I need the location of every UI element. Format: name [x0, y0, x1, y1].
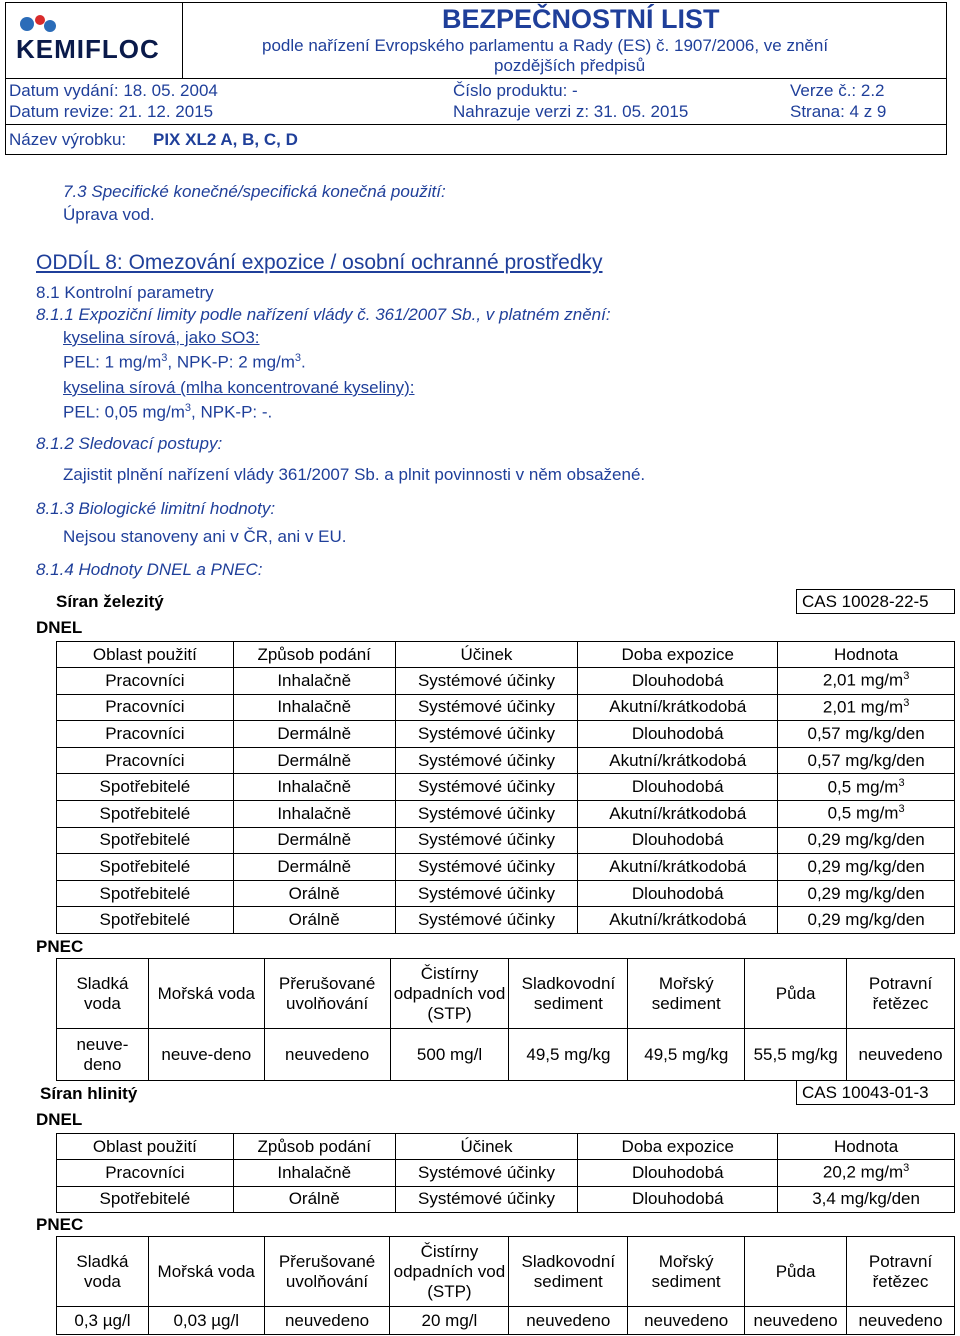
value-cell: 20,2 $mg/m^3$	[778, 1160, 955, 1187]
table-cell: Systémové účinky	[395, 1186, 578, 1213]
value-cell: 2,01 $mg/m^3$	[778, 694, 955, 721]
pnec-header-row	[57, 959, 955, 1029]
table-cell: Akutní/krátkodobá	[578, 854, 778, 881]
section-8-1-2-text: Zajistit plnění nařízení vlády 361/2007 Sb. a plnit povinnosti v něm obsažené.	[63, 465, 646, 484]
table-row	[57, 827, 955, 854]
substance-1-cas: CAS 10028-22-5	[802, 592, 929, 611]
value-cell: 0,57 mg/kg/den	[778, 747, 955, 774]
substance-1-dnel-label: DNEL	[36, 618, 83, 637]
pnec-value-cell: 49,5 mg/kg	[509, 1029, 628, 1081]
table-cell: Systémové účinky	[395, 1160, 578, 1187]
document-subtitle-line2: pozdějších předpisů	[494, 56, 646, 75]
table-cell: Pracovníci	[57, 1160, 234, 1187]
pnec-header-cell: Přerušované uvolňování	[264, 1237, 390, 1307]
pnec-header-cell: Sladká voda	[57, 959, 149, 1029]
pnec-header-cell: Čistírny odpadních vod (STP)	[390, 959, 509, 1029]
pnec-value-row	[57, 1307, 955, 1335]
section-8-1-4-heading: 8.1.4 Hodnoty DNEL a PNEC:	[36, 560, 263, 579]
substance-2-dnel-table	[56, 1133, 955, 1213]
dnel-header-cell: Doba expozice	[578, 642, 778, 668]
substance-2-cas-box	[796, 1080, 955, 1105]
table-row	[57, 747, 955, 774]
page-number: Strana: 4 z 9	[790, 102, 887, 121]
pnec-value-cell: 0,03 µg/l	[148, 1307, 264, 1335]
table-cell: Orálně	[233, 907, 395, 934]
table-cell: Dlouhodobá	[578, 827, 778, 854]
pnec-header-cell: Mořský sediment	[628, 959, 745, 1029]
table-cell: Inhalačně	[233, 774, 395, 801]
table-row	[57, 1186, 955, 1213]
value-cell: 0,29 mg/kg/den	[778, 854, 955, 881]
pnec-value-cell: neuvedeno	[264, 1029, 390, 1081]
table-row	[57, 880, 955, 907]
pnec-value-cell: neuvedeno	[628, 1307, 745, 1335]
table-cell: Spotřebitelé	[57, 1186, 234, 1213]
pnec-header-cell: Mořská voda	[148, 1237, 264, 1307]
product-name-label: Název výrobku:	[9, 130, 127, 149]
substance-2-pnec-label: PNEC	[36, 1215, 84, 1234]
pnec-header-cell: Přerušované uvolňování	[264, 959, 390, 1029]
substance-1-pnec-label: PNEC	[36, 937, 84, 956]
pnec-value-cell: neuvedeno	[847, 1029, 955, 1081]
version: Verze č.: 2.2	[790, 81, 885, 100]
value-cell: 0,5 $mg/m^3$	[778, 774, 955, 801]
table-row	[57, 854, 955, 881]
table-cell: Spotřebitelé	[57, 880, 234, 907]
table-cell: Orálně	[233, 880, 395, 907]
table-cell: Systémové účinky	[395, 827, 578, 854]
table-row	[57, 694, 955, 721]
dnel-header-row	[57, 1134, 955, 1160]
section-7-3-text: Úprava vod.	[63, 205, 155, 224]
table-cell: Spotřebitelé	[57, 907, 234, 934]
table-cell: Systémové účinky	[395, 800, 578, 827]
substance-1-pnec-table	[56, 958, 955, 1081]
sulfuric-acid-mist-label: kyselina sírová (mlha koncentrované kyseliny):	[63, 378, 415, 397]
pnec-value-cell: 0,3 µg/l	[57, 1307, 149, 1335]
header-border-bottom	[5, 154, 947, 155]
value-cell: 0,29 mg/kg/den	[778, 827, 955, 854]
value-cell: 3,4 mg/kg/den	[778, 1186, 955, 1213]
section-8-heading: ODDÍL 8: Omezování expozice / osobní ochranné prostředky	[36, 251, 603, 274]
table-cell: Dermálně	[233, 827, 395, 854]
section-8-1-3-heading: 8.1.3 Biologické limitní hodnoty:	[36, 499, 276, 518]
pnec-header-cell: Sladká voda	[57, 1237, 149, 1307]
company-logo	[14, 10, 174, 72]
pnec-value-cell: neuvedeno	[745, 1307, 847, 1335]
table-cell: Systémové účinky	[395, 774, 578, 801]
dnel-header-cell: Hodnota	[778, 642, 955, 668]
table-cell: Dermálně	[233, 721, 395, 748]
substance-2-pnec-table	[56, 1236, 955, 1335]
pnec-value-cell: neuvedeno	[509, 1307, 628, 1335]
value-cell: 0,29 mg/kg/den	[778, 880, 955, 907]
substance-1-cas-box	[796, 589, 955, 614]
sulfuric-acid-so3-limits: PEL: 1 $mg/m^3$, NPK-P: 2 $mg/m^3$.	[63, 352, 306, 372]
value-cell: 0,57 mg/kg/den	[778, 721, 955, 748]
table-cell: Spotřebitelé	[57, 774, 234, 801]
value-cell: 0,5 $mg/m^3$	[778, 800, 955, 827]
table-cell: Pracovníci	[57, 694, 234, 721]
table-cell: Systémové účinky	[395, 854, 578, 881]
pnec-value-cell: 49,5 mg/kg	[628, 1029, 745, 1081]
table-cell: Inhalačně	[233, 1160, 395, 1187]
pnec-header-cell: Potravní řetězec	[847, 959, 955, 1029]
pnec-value-cell: neuvedeno	[264, 1307, 390, 1335]
header-logo-divider	[182, 2, 183, 79]
dnel-header-cell: Oblast použití	[57, 642, 234, 668]
table-cell: Systémové účinky	[395, 694, 578, 721]
table-cell: Akutní/krátkodobá	[578, 800, 778, 827]
company-name: KEMIFLOC	[16, 34, 160, 64]
table-row	[57, 1160, 955, 1187]
pnec-header-cell: Sladkovodní sediment	[509, 1237, 628, 1307]
table-cell: Akutní/krátkodobá	[578, 907, 778, 934]
table-cell: Systémové účinky	[395, 668, 578, 695]
table-cell: Spotřebitelé	[57, 827, 234, 854]
table-cell: Systémové účinky	[395, 880, 578, 907]
dnel-header-cell: Účinek	[395, 1134, 578, 1160]
table-cell: Akutní/krátkodobá	[578, 747, 778, 774]
pnec-value-row	[57, 1029, 955, 1081]
product-number: Číslo produktu: -	[453, 81, 578, 100]
table-cell: Inhalačně	[233, 800, 395, 827]
dnel-header-cell: Způsob podání	[233, 1134, 395, 1160]
table-cell: Pracovníci	[57, 747, 234, 774]
pnec-value-cell: neuve-deno	[57, 1029, 149, 1081]
pnec-value-cell: 55,5 mg/kg	[745, 1029, 847, 1081]
table-cell: Dlouhodobá	[578, 880, 778, 907]
pnec-value-cell: 500 mg/l	[390, 1029, 509, 1081]
pnec-value-cell: 20 mg/l	[390, 1307, 509, 1335]
substance-1-dnel-table	[56, 641, 955, 934]
pnec-header-cell: Půda	[745, 959, 847, 1029]
table-cell: Systémové účinky	[395, 721, 578, 748]
product-name: PIX XL2 A, B, C, D	[153, 130, 298, 149]
sulfuric-acid-mist-limits: PEL: 0,05 $mg/m^3$, NPK-P: -.	[63, 402, 273, 422]
table-cell: Spotřebitelé	[57, 854, 234, 881]
replaces-version: Nahrazuje verzi z: 31. 05. 2015	[453, 102, 689, 121]
pnec-header-cell: Potravní řetězec	[847, 1237, 955, 1307]
dnel-header-cell: Hodnota	[778, 1134, 955, 1160]
substance-2-cas: CAS 10043-01-3	[802, 1083, 929, 1102]
section-8-1-heading: 8.1 Kontrolní parametry	[36, 283, 214, 302]
section-8-1-1-heading: 8.1.1 Expoziční limity podle nařízení vlády č. 361/2007 Sb., v platném znění:	[36, 305, 611, 324]
table-cell: Dlouhodobá	[578, 721, 778, 748]
header-divider-2	[5, 124, 947, 125]
table-row	[57, 721, 955, 748]
pnec-header-cell: Sladkovodní sediment	[509, 959, 628, 1029]
table-cell: Inhalačně	[233, 668, 395, 695]
table-cell: Dlouhodobá	[578, 774, 778, 801]
table-cell: Dermálně	[233, 747, 395, 774]
pnec-header-cell: Čistírny odpadních vod (STP)	[390, 1237, 509, 1307]
table-cell: Dlouhodobá	[578, 1186, 778, 1213]
table-cell: Spotřebitelé	[57, 800, 234, 827]
table-cell: Orálně	[233, 1186, 395, 1213]
table-cell: Pracovníci	[57, 668, 234, 695]
table-cell: Inhalačně	[233, 694, 395, 721]
value-cell: 2,01 $mg/m^3$	[778, 668, 955, 695]
table-cell: Systémové účinky	[395, 747, 578, 774]
dnel-header-row	[57, 642, 955, 668]
table-row	[57, 800, 955, 827]
section-7-3-heading: 7.3 Specifické konečné/specifická konečná použití:	[63, 182, 446, 201]
revision-date: Datum revize: 21. 12. 2015	[9, 102, 214, 121]
header-border-top	[5, 2, 947, 3]
table-cell: Pracovníci	[57, 721, 234, 748]
pnec-header-cell: Mořská voda	[148, 959, 264, 1029]
header-divider-1	[5, 78, 947, 79]
dnel-header-cell: Způsob podání	[233, 642, 395, 668]
section-8-1-2-heading: 8.1.2 Sledovací postupy:	[36, 434, 223, 453]
table-cell: Dermálně	[233, 854, 395, 881]
pnec-header-cell: Půda	[745, 1237, 847, 1307]
pnec-value-cell: neuve-deno	[148, 1029, 264, 1081]
dnel-header-cell: Účinek	[395, 642, 578, 668]
document-subtitle-line1: podle nařízení Evropského parlamentu a Rady (ES) č. 1907/2006, ve znění	[262, 36, 829, 55]
issue-date: Datum vydání: 18. 05. 2004	[9, 81, 218, 100]
document-title: BEZPEČNOSTNÍ LIST	[442, 4, 720, 34]
substance-2-name: Síran hlinitý	[40, 1084, 138, 1103]
table-cell: Akutní/krátkodobá	[578, 694, 778, 721]
pnec-value-cell: neuvedeno	[847, 1307, 955, 1335]
value-cell: 0,29 mg/kg/den	[778, 907, 955, 934]
table-row	[57, 907, 955, 934]
dnel-header-cell: Doba expozice	[578, 1134, 778, 1160]
substance-2-dnel-label: DNEL	[36, 1110, 83, 1129]
table-cell: Dlouhodobá	[578, 1160, 778, 1187]
table-row	[57, 774, 955, 801]
dnel-header-cell: Oblast použití	[57, 1134, 234, 1160]
pnec-header-cell: Mořský sediment	[628, 1237, 745, 1307]
substance-1-name: Síran železitý	[56, 592, 164, 611]
sulfuric-acid-so3-label: kyselina sírová, jako SO3:	[63, 328, 260, 347]
pnec-header-row	[57, 1237, 955, 1307]
table-cell: Dlouhodobá	[578, 668, 778, 695]
table-cell: Systémové účinky	[395, 907, 578, 934]
table-row	[57, 668, 955, 695]
section-8-1-3-text: Nejsou stanoveny ani v ČR, ani v EU.	[63, 527, 347, 546]
